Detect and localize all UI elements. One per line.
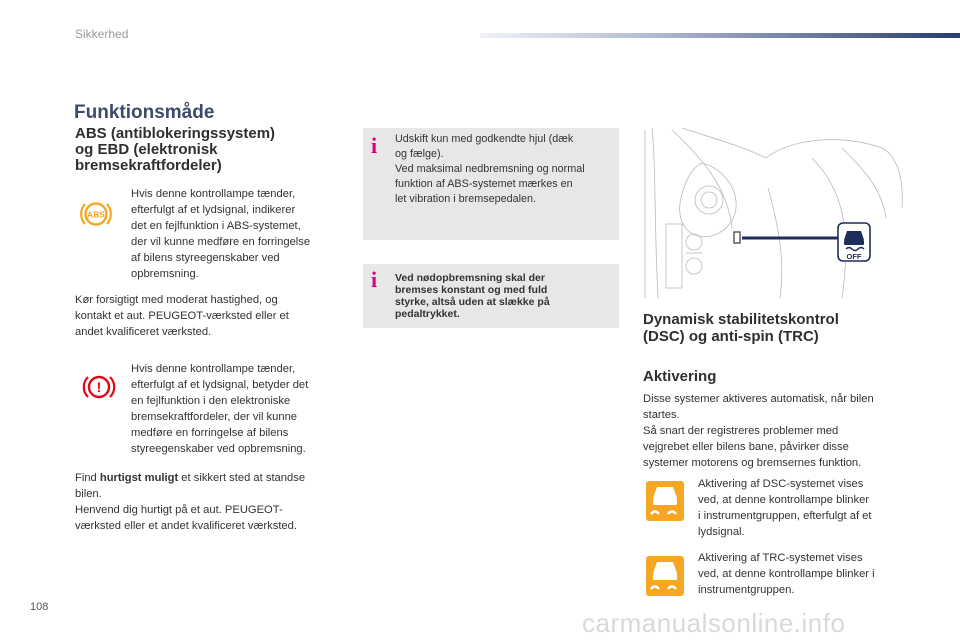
page-title: Funktionsmåde — [74, 102, 215, 123]
text-line: af bilens styreegenskaber ved — [131, 252, 280, 264]
dsc-lamp-text — [698, 476, 872, 540]
text-line: Kør forsigtigt med moderat hastighed, og — [75, 294, 278, 306]
ebd-icon-label: ! — [96, 379, 102, 395]
abs-heading-line: ABS (antiblokeringssystem) — [75, 125, 276, 142]
text-line: ved, at denne kontrollampe blinker — [698, 494, 870, 506]
text-line: styrke, altså uden at slække på — [395, 296, 550, 308]
text-line: efterfulgt af et lydsignal, betyder det — [131, 379, 309, 391]
info-box-wheels — [363, 128, 619, 240]
trc-warning-icon — [646, 556, 684, 596]
text-line: startes. — [643, 409, 680, 421]
dsc-heading — [643, 311, 839, 345]
info-box-text — [395, 272, 550, 320]
text-line: Ved maksimal nedbremsning og normal — [395, 163, 585, 175]
text-line: bremses konstant og med fuld — [395, 284, 548, 296]
text-line: kontakt et aut. PEUGEOT-værksted eller et — [75, 310, 289, 322]
text-line: instrumentgruppen. — [698, 584, 795, 596]
text-line: Aktivering af TRC-systemet vises — [698, 552, 863, 564]
text-line: der vil kunne medføre en forringelse — [131, 236, 311, 248]
ebd-lamp-text — [131, 361, 308, 457]
activation-text — [643, 391, 874, 471]
section-label: Sikkerhed — [75, 27, 129, 41]
text-span: Find — [75, 472, 100, 484]
text-line: Hvis denne kontrollampe tænder, — [131, 363, 296, 375]
text-line: værksted eller et andet kvalificeret værksted. — [75, 520, 297, 532]
text-line: pedaltrykket. — [395, 308, 460, 320]
text-line: lydsignal. — [698, 526, 745, 538]
abs-lamp-text — [131, 186, 310, 282]
header-bar — [480, 33, 960, 38]
find-safe-place-text — [75, 470, 305, 534]
trc-lamp-text — [698, 550, 875, 598]
info-icon: i — [371, 133, 378, 158]
text-line: Udskift kun med godkendte hjul (dæk — [395, 133, 574, 145]
text-line: andet kvalificeret værksted. — [75, 326, 212, 338]
text-line: og fælge). — [395, 148, 444, 160]
abs-heading-line: bremsekraftfordeler) — [75, 157, 222, 174]
text-line — [75, 470, 305, 486]
info-box-text — [395, 132, 585, 207]
text-line: efterfulgt af et lydsignal, indikerer — [131, 204, 296, 216]
off-button-label: OFF — [846, 252, 862, 261]
info-box-emergency-braking — [363, 264, 619, 328]
text-line: funktion af ABS-systemet mærkes en — [395, 178, 573, 190]
emphasis-text: hurtigst muligt — [99, 472, 179, 484]
activation-heading: Aktivering — [643, 368, 717, 385]
text-line: Så snart der registreres problemer med — [643, 425, 839, 437]
dsc-warning-icon — [646, 481, 684, 521]
info-icon: i — [371, 267, 378, 292]
abs-heading — [75, 126, 275, 174]
text-line: ved, at denne kontrollampe blinker i — [698, 568, 875, 580]
text-line: let vibration i bremsepedalen. — [395, 193, 537, 205]
text-line: det en fejlfunktion i ABS-systemet, — [131, 220, 301, 232]
heading-line: (DSC) og anti-spin (TRC) — [643, 328, 819, 345]
text-line: systemer motorens og bremsernes funktion. — [643, 457, 862, 469]
drive-careful-text — [75, 292, 289, 340]
text-line: en fejlfunktion i den elektroniske — [131, 395, 291, 407]
text-line: bilen. — [75, 488, 102, 500]
text-line: vejgrebet eller bilens bane, påvirker disse — [643, 441, 849, 453]
text-line: Hvis denne kontrollampe tænder, — [131, 188, 296, 200]
abs-heading-line: og EBD (elektronisk — [75, 141, 218, 158]
text-line: Ved nødopbremsning skal der — [395, 272, 545, 284]
brake-warning-icon — [82, 372, 116, 402]
text-span: et sikkert sted at standse — [178, 472, 306, 484]
heading-line: Dynamisk stabilitetskontrol — [643, 311, 839, 328]
text-line: Aktivering af DSC-systemet vises — [698, 478, 864, 490]
text-line: bremsekraftfordeler, der vil kunne — [131, 411, 298, 423]
abs-warning-icon — [79, 198, 113, 230]
text-line: medføre en forringelse af bilens — [131, 427, 289, 439]
text-line: Disse systemer aktiveres automatisk, når bilen — [643, 393, 874, 405]
page-number: 108 — [30, 601, 49, 613]
abs-icon-label: ABS — [87, 209, 105, 220]
text-line: opbremsning. — [131, 268, 199, 280]
text-line: Henvend dig hurtigt på et aut. PEUGEOT- — [75, 504, 283, 516]
text-line: styreegenskaber ved opbremsning. — [131, 443, 306, 455]
text-line: i instrumentgruppen, efterfulgt af et — [698, 510, 872, 522]
dashboard-button-illustration — [642, 128, 904, 300]
watermark: carmanualsonline.info — [582, 608, 846, 638]
